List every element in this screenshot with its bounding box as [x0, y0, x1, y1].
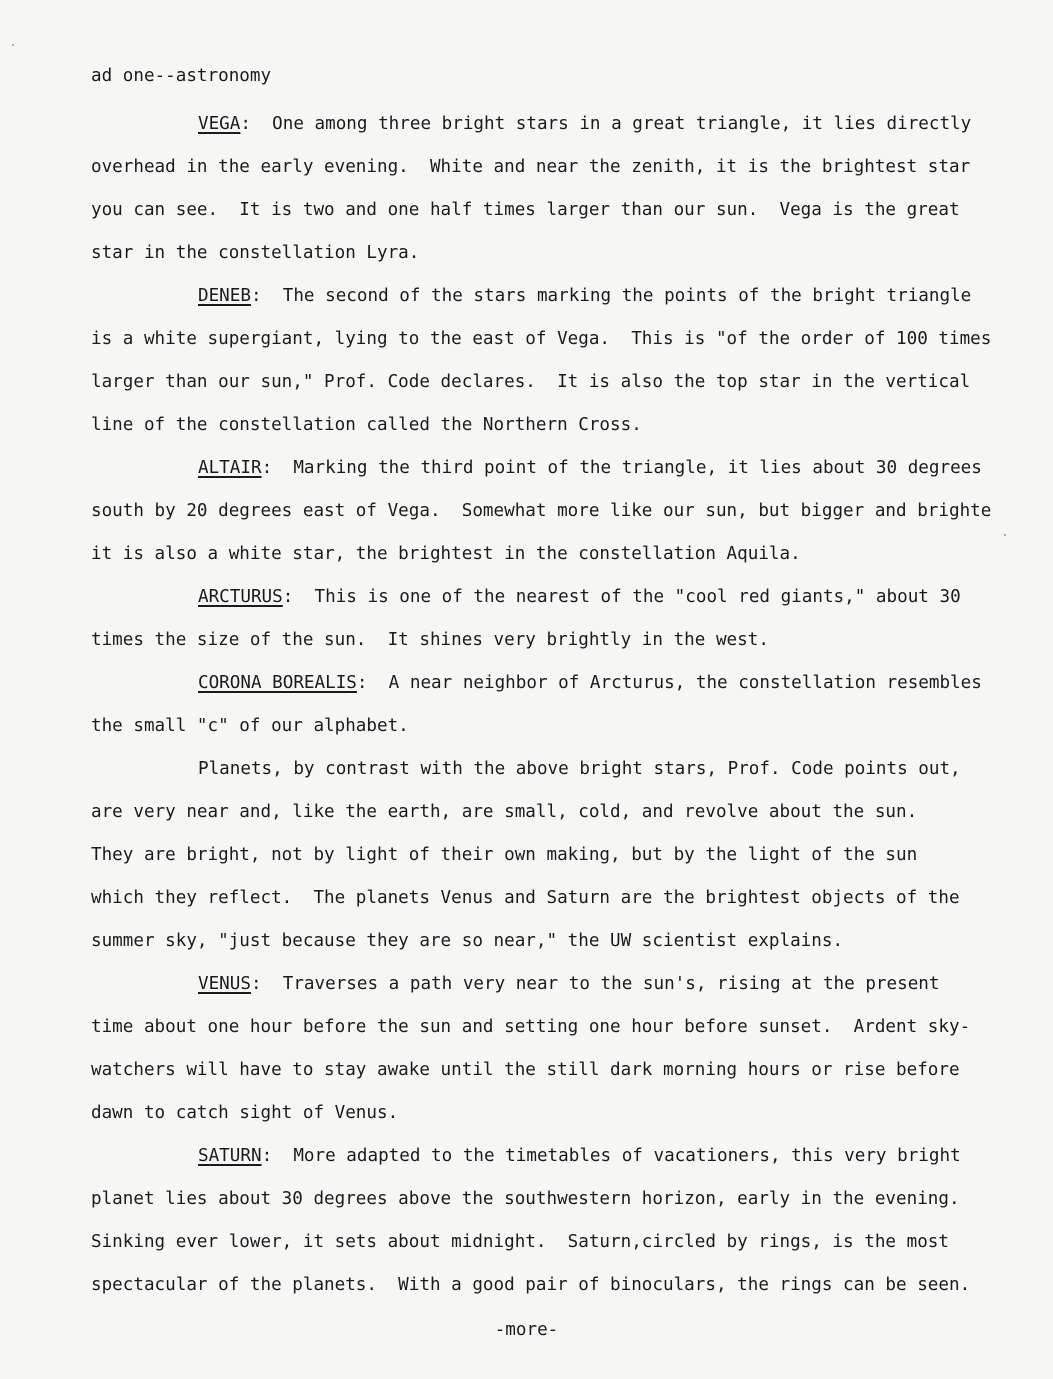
text-line: : Marking the third point of the triangle, it lies about 30 degrees [261, 458, 982, 478]
paragraph-altair-first-line [198, 456, 982, 480]
heading-deneb: DENEB [198, 286, 251, 306]
page-footer-more: -more- [494, 1320, 559, 1340]
text-line: : More adapted to the timetables of vacationers, this very bright [261, 1146, 961, 1166]
heading-arcturus: ARCTURUS [198, 587, 283, 607]
paragraph-corona-borealis-first-line [198, 671, 982, 695]
page-header: ad one--astronomy [91, 66, 272, 86]
text-line: dawn to catch sight of Venus. [91, 1103, 399, 1123]
text-line: Sinking ever lower, it sets about midnight. Saturn,circled by rings, is the most [91, 1232, 949, 1252]
text-line: larger than our sun," Prof. Code declares. It is also the top star in the vertical [91, 372, 971, 392]
text-line: which they reflect. The planets Venus and Saturn are the brightest objects of the [91, 888, 960, 908]
paragraph-saturn-first-line [198, 1144, 961, 1168]
text-line: times the size of the sun. It shines very brightly in the west. [91, 630, 769, 650]
heading-venus: VENUS [198, 974, 251, 994]
heading-saturn: SATURN [198, 1146, 262, 1166]
text-line: is a white supergiant, lying to the east of Vega. This is "of the order of 100 times [91, 329, 992, 349]
heading-altair: ALTAIR [198, 458, 262, 478]
paragraph-vega-first-line [198, 112, 971, 136]
text-line: it is also a white star, the brightest in the constellation Aquila. [91, 544, 801, 564]
paper-speck [12, 44, 14, 46]
text-line: south by 20 degrees east of Vega. Somewhat more like our sun, but bigger and brighte [91, 501, 992, 521]
text-line: are very near and, like the earth, are small, cold, and revolve about the sun. [91, 802, 918, 822]
text-line: line of the constellation called the Northern Cross. [91, 415, 642, 435]
text-line: you can see. It is two and one half times larger than our sun. Vega is the great [91, 200, 960, 220]
text-line: time about one hour before the sun and setting one hour before sunset. Ardent sky- [91, 1017, 971, 1037]
text-line: planet lies about 30 degrees above the southwestern horizon, early in the evening. [91, 1189, 960, 1209]
text-line: spectacular of the planets. With a good pair of binoculars, the rings can be seen. [91, 1275, 971, 1295]
paragraph-arcturus-first-line [198, 585, 961, 609]
text-line: Planets, by contrast with the above bright stars, Prof. Code points out, [198, 759, 961, 779]
paper-speck [1004, 534, 1006, 536]
text-line: overhead in the early evening. White and near the zenith, it is the brightest star [91, 157, 971, 177]
text-line: They are bright, not by light of their own making, but by the light of the sun [91, 845, 918, 865]
text-line: summer sky, "just because they are so near," the UW scientist explains. [91, 931, 844, 951]
text-line: watchers will have to stay awake until the still dark morning hours or rise before [91, 1060, 960, 1080]
heading-vega: VEGA [198, 114, 241, 134]
paragraph-deneb-first-line [198, 284, 971, 308]
text-line: the small "c" of our alphabet. [91, 716, 409, 736]
text-line: : The second of the stars marking the points of the bright triangle [250, 286, 972, 306]
text-line: : A near neighbor of Arcturus, the constellation resembles [356, 673, 982, 693]
text-line: : One among three bright stars in a great triangle, it lies directly [240, 114, 972, 134]
text-line: star in the constellation Lyra. [91, 243, 420, 263]
text-line: : This is one of the nearest of the "cool red giants," about 30 [282, 587, 961, 607]
text-line: : Traverses a path very near to the sun's, rising at the present [250, 974, 940, 994]
heading-corona-borealis: CORONA BOREALIS [198, 673, 357, 693]
paragraph-venus-first-line [198, 972, 939, 996]
